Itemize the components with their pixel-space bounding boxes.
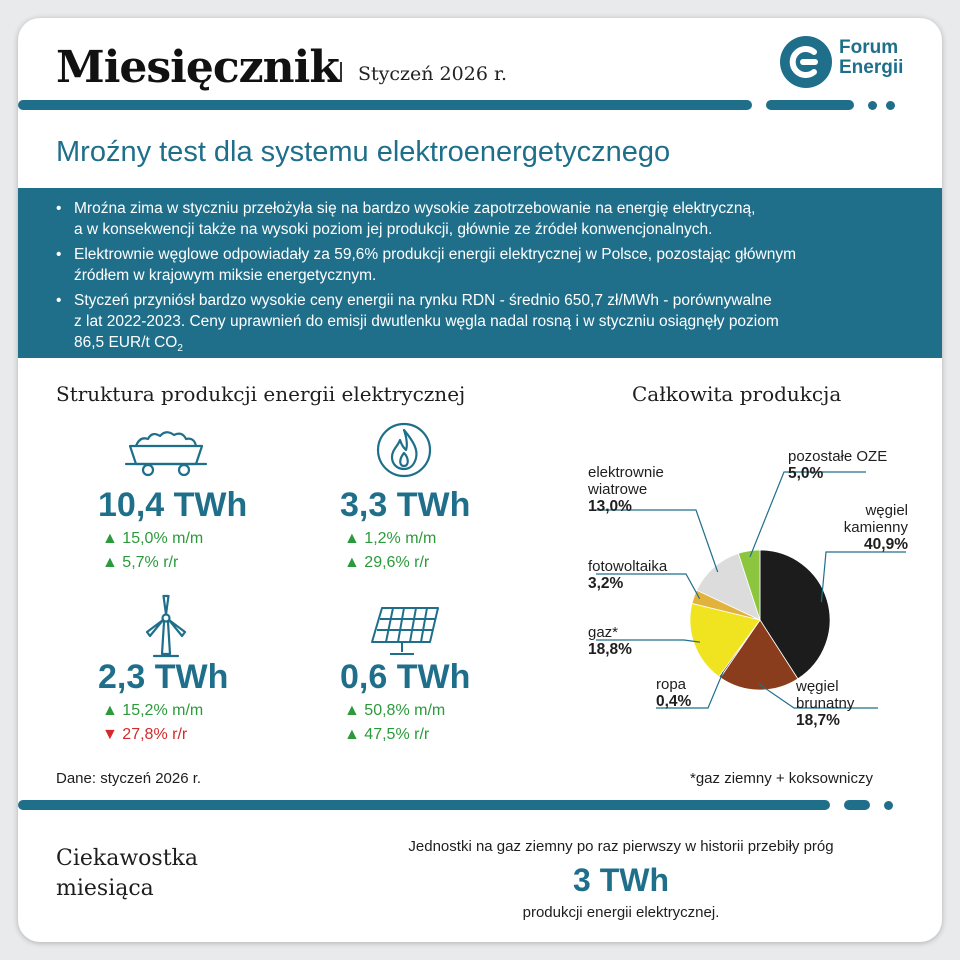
slice-value: 13,0%: [588, 498, 632, 515]
logo-line-2: Energii: [839, 57, 904, 78]
slice-value: 40,9%: [864, 536, 908, 553]
up-arrow-icon: ▲: [102, 554, 118, 571]
down-arrow-icon: ▼: [102, 726, 118, 743]
change-text: 5,7% r/r: [122, 554, 179, 571]
slice-label: pozostałe OZE: [788, 448, 888, 465]
wind-value: 2,3 TWh: [98, 658, 229, 696]
pie-label-wegiel-brunatny: [796, 678, 854, 730]
up-arrow-icon: ▲: [344, 702, 360, 719]
slice-value: 3,2%: [588, 575, 624, 592]
headline: Mroźny test dla systemu elektroenergetycznego: [56, 136, 671, 168]
change-text: 27,8% r/r: [122, 726, 188, 743]
slice-label: węgiel: [865, 502, 908, 519]
subscript: 2: [177, 343, 183, 355]
change-text: 47,5% r/r: [364, 726, 430, 743]
change-text: 15,2% m/m: [122, 702, 204, 719]
slice-label: wiatrowe: [588, 481, 648, 498]
pie-label-wiatrowe: [588, 464, 664, 516]
pie-label-wegiel-kamienny: [830, 502, 908, 554]
fact-line-1: Jednostki na gaz ziemny po raz pierwszy w historii przebiły próg: [408, 838, 834, 855]
footer-rule-short: [844, 800, 870, 810]
bullet-line: z lat 2022-2023. Ceny uprawnień do emisji dwutlenku węgla nadal rosną i w styczniu osiągnęły poziom: [74, 313, 779, 330]
coal-value: 10,4 TWh: [98, 486, 248, 524]
data-source: Dane: styczeń 2026 r.: [56, 770, 202, 787]
bullet-text: 86,5 EUR/t CO: [74, 334, 178, 351]
footer-dot: [884, 801, 893, 810]
bullet-line: a w konsekwencji także na wysoki poziom jej produkcji, głównie ze źródeł konwencjonalnych.: [74, 221, 713, 238]
change-text: 1,2% m/m: [364, 530, 437, 547]
logo-line-1: Forum: [839, 37, 899, 58]
fact-value: 3 TWh: [573, 862, 669, 898]
infographic-card: [18, 18, 942, 942]
slice-label: ropa: [656, 676, 687, 693]
up-arrow-icon: ▲: [344, 530, 360, 547]
page-title: Miesięcznik: [56, 42, 339, 93]
chart-footnote: *gaz ziemny + koksowniczy: [690, 770, 873, 787]
bullet-line: • Elektrownie węglowe odpowiadały za 59,6% produkcji energii elektrycznej w Polsce, pozostając głównym: [74, 246, 796, 263]
slice-label: węgiel: [796, 678, 839, 695]
page-subtitle: Styczeń 2026 r.: [358, 63, 507, 85]
chart-title: Całkowita produkcja: [632, 382, 842, 406]
bullet-line: • Styczeń przyniósł bardzo wysokie ceny energii na rynku RDN - średnio 650,7 zł/MWh - porównywalne: [74, 292, 772, 309]
fact-title-line: miesiąca: [56, 876, 154, 901]
change-text: 50,8% m/m: [364, 702, 446, 719]
slice-value: 5,0%: [788, 465, 824, 482]
pie-label-fotowoltaika: [588, 558, 667, 593]
bullet-line: źródłem w krajowym miksie energetycznym.: [74, 267, 377, 284]
slice-label: brunatny: [796, 695, 855, 712]
slice-value: 18,8%: [588, 641, 632, 658]
up-arrow-icon: ▲: [102, 702, 118, 719]
pie-label-pozostale-oze: [788, 448, 887, 483]
footer-rule: [18, 800, 830, 810]
slice-value: 0,4%: [656, 693, 692, 710]
change-text: 29,6% r/r: [364, 554, 430, 571]
pie-label-gaz: [588, 624, 632, 659]
pie-label-ropa: [656, 676, 691, 711]
slice-label: elektrownie: [588, 464, 664, 481]
structure-title: Struktura produkcji energii elektrycznej: [56, 382, 466, 406]
bullet-line: • Mroźna zima w styczniu przełożyła się na bardzo wysokie zapotrzebowanie na energię elektryczną,: [74, 200, 756, 217]
slice-label: gaz*: [588, 624, 619, 641]
up-arrow-icon: ▲: [344, 726, 360, 743]
pie-leader-line: [821, 552, 906, 602]
fact-title-line: Ciekawostka: [56, 846, 198, 871]
slice-label: fotowoltaika: [588, 558, 668, 575]
change-text: 15,0% m/m: [122, 530, 204, 547]
slice-value: 18,7%: [796, 712, 840, 729]
up-arrow-icon: ▲: [344, 554, 360, 571]
solar-value: 0,6 TWh: [340, 658, 471, 696]
up-arrow-icon: ▲: [102, 530, 118, 547]
fact-line-2: produkcji energii elektrycznej.: [522, 904, 720, 921]
fact-title: [56, 844, 198, 904]
gas-value: 3,3 TWh: [340, 486, 471, 524]
slice-label: kamienny: [843, 519, 908, 536]
